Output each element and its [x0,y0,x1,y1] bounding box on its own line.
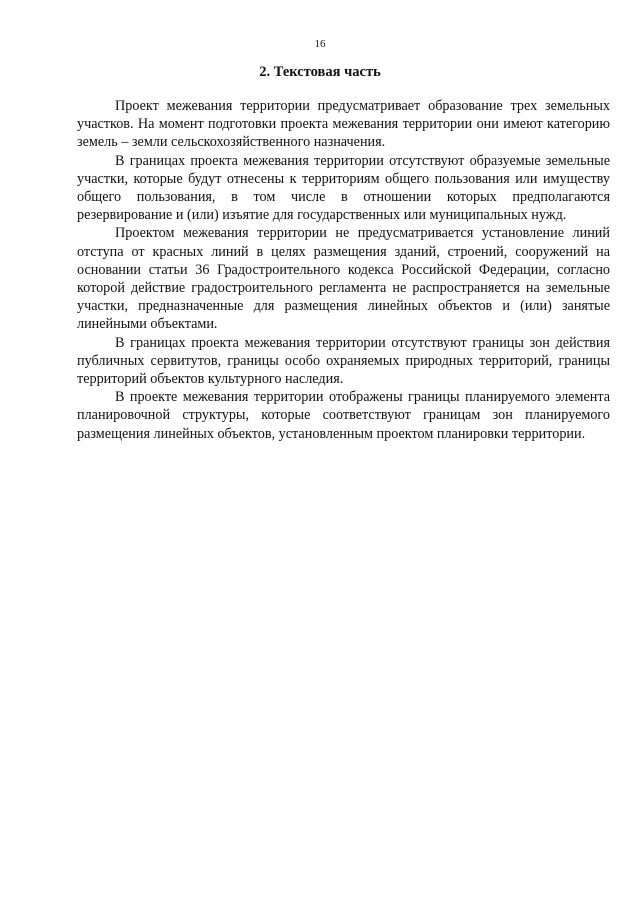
paragraph-land-plots-formation: Проект межевания территории предусматривает образование трех земельных участков. На момент подготовки проекта межевания территории они имеют категорию земель – земли сельскохозяйственного назначения. [77,98,610,151]
page-number: 16 [314,38,326,50]
paragraph-setback-lines: Проектом межевания территории не предусматривается установление линий отступа от красных линий в целях размещения зданий, строений, сооружений на основании статьи 36 Градостроительного кодекса Российской Федерации, согласно которой действие градостроительного регламента не распространяется на земельные участки, предназначенные для размещения линейных объектов и (или) занятые линейными объектами. [77,225,610,333]
section-title: 2. Текстовая часть [259,64,381,80]
body-text [77,97,610,443]
paragraph-restricted-zones: В границах проекта межевания территории отсутствуют границы зон действия публичных сервитутов, границы особо охраняемых природных территорий, границы территорий объектов культурного наследия. [77,334,610,388]
paragraph-public-use-territories: В границах проекта межевания территории отсутствуют образуемые земельные участки, которые будут отнесены к территориям общего пользования или имуществу общего пользования, в том числе в отношении которых предполагаются резервирование и (или) изъятие для государственных или муниципальных нужд. [77,152,610,224]
paragraph-planning-structure-boundaries: В проекте межевания территории отображены границы планируемого элемента планировочной структуры, которые соответствуют границам зон планируемого размещения линейных объектов, установленным проектом планировки территории. [77,389,610,442]
